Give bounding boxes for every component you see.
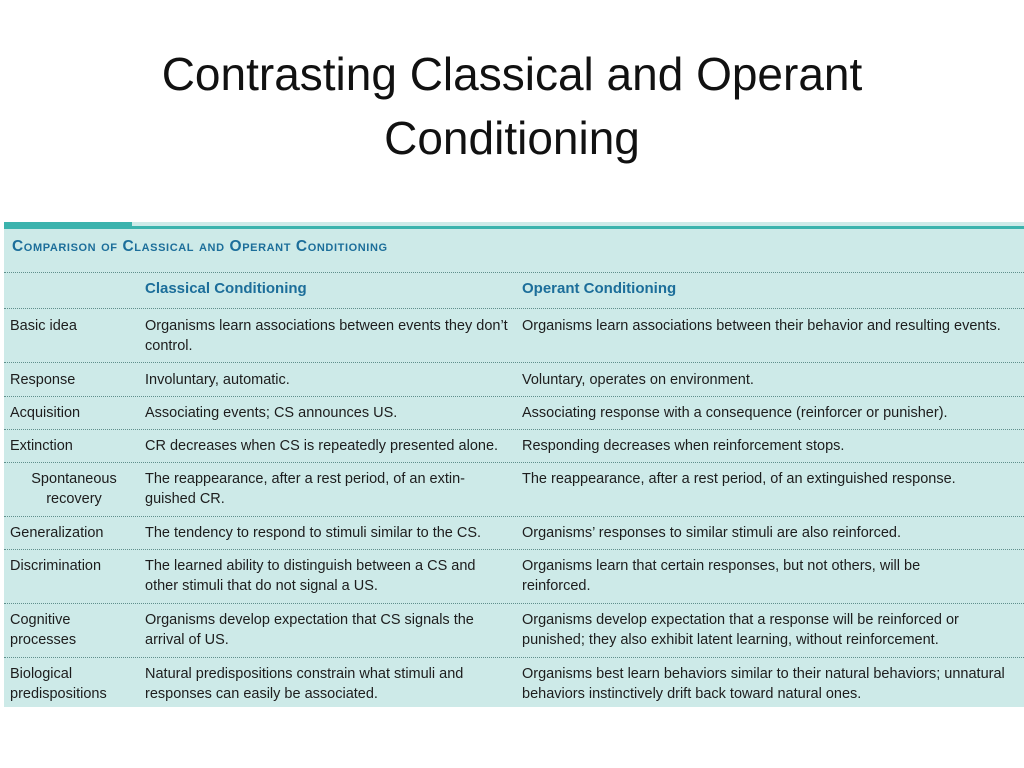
row-label: Discrimination <box>10 558 102 574</box>
operant-cell: Organisms develop expectation that a response will be reinforced or punished; they also exhibit latent learning, without reinforcement. <box>522 612 959 648</box>
row-label: Response <box>10 372 76 388</box>
row-label: Basic idea <box>10 318 77 334</box>
slide-title-line-2: Conditioning <box>384 112 640 164</box>
row-label: Acquisition <box>10 405 81 421</box>
table-caption: Comparison of Classical and Operant Conditioning <box>12 238 388 255</box>
operant-cell: Voluntary, operates on environment. <box>522 372 754 388</box>
classical-cell: CR decreases when CS is repeatedly presented alone. <box>145 438 499 454</box>
operant-cell: Organisms learn associations between their behavior and resulting events. <box>522 318 1001 334</box>
table-header-row <box>4 272 1024 307</box>
row-label: Cognitive processes <box>10 612 77 648</box>
row-label: Extinction <box>10 438 73 454</box>
operant-cell: Responding decreases when reinforcement stops. <box>522 438 845 454</box>
table-row <box>4 308 1024 361</box>
slide-title-line-1: Contrasting Classical and Operant <box>161 48 863 100</box>
table-row <box>4 516 1024 549</box>
row-label: Generalization <box>10 525 104 541</box>
header-operant: Operant Conditioning <box>522 280 677 297</box>
table-row <box>4 429 1024 462</box>
slide-title <box>60 42 964 170</box>
row-label: Spontaneous recovery <box>31 471 117 507</box>
table-top-rule <box>4 226 1024 229</box>
operant-cell: Organisms’ responses to similar stimuli are also reinforced. <box>522 525 902 541</box>
classical-cell: Organisms develop expectation that CS signals the arrival of US. <box>145 612 474 648</box>
operant-cell: Associating response with a consequence (reinforcer or punisher). <box>522 405 948 421</box>
table-row <box>4 603 1024 656</box>
table-row <box>4 396 1024 429</box>
table-row <box>4 657 1024 707</box>
classical-cell: The reappearance, after a rest period, of an extin-guished CR. <box>145 471 465 507</box>
header-classical: Classical Conditioning <box>145 280 307 297</box>
classical-cell: Associating events; CS announces US. <box>145 405 398 421</box>
operant-cell: The reappearance, after a rest period, of an extinguished response. <box>522 471 956 487</box>
classical-cell: The tendency to respond to stimuli similar to the CS. <box>145 525 482 541</box>
operant-cell: Organisms learn that certain responses, but not others, will be reinforced. <box>522 558 921 594</box>
row-label: Biological predispositions <box>10 666 107 702</box>
operant-cell: Organisms best learn behaviors similar to their natural behaviors; unnatural behaviors instinctively drift back toward natural ones. <box>522 666 1005 702</box>
table-row <box>4 462 1024 515</box>
classical-cell: Involuntary, automatic. <box>145 372 290 388</box>
table-row <box>4 549 1024 602</box>
classical-cell: Natural predispositions constrain what stimuli and responses can easily be associated. <box>145 666 464 702</box>
comparison-table <box>4 222 1024 707</box>
classical-cell: The learned ability to distinguish between a CS and other stimuli that do not signal a US. <box>145 558 476 594</box>
classical-cell: Organisms learn associations between events they don’t control. <box>145 318 508 354</box>
table-row <box>4 362 1024 395</box>
